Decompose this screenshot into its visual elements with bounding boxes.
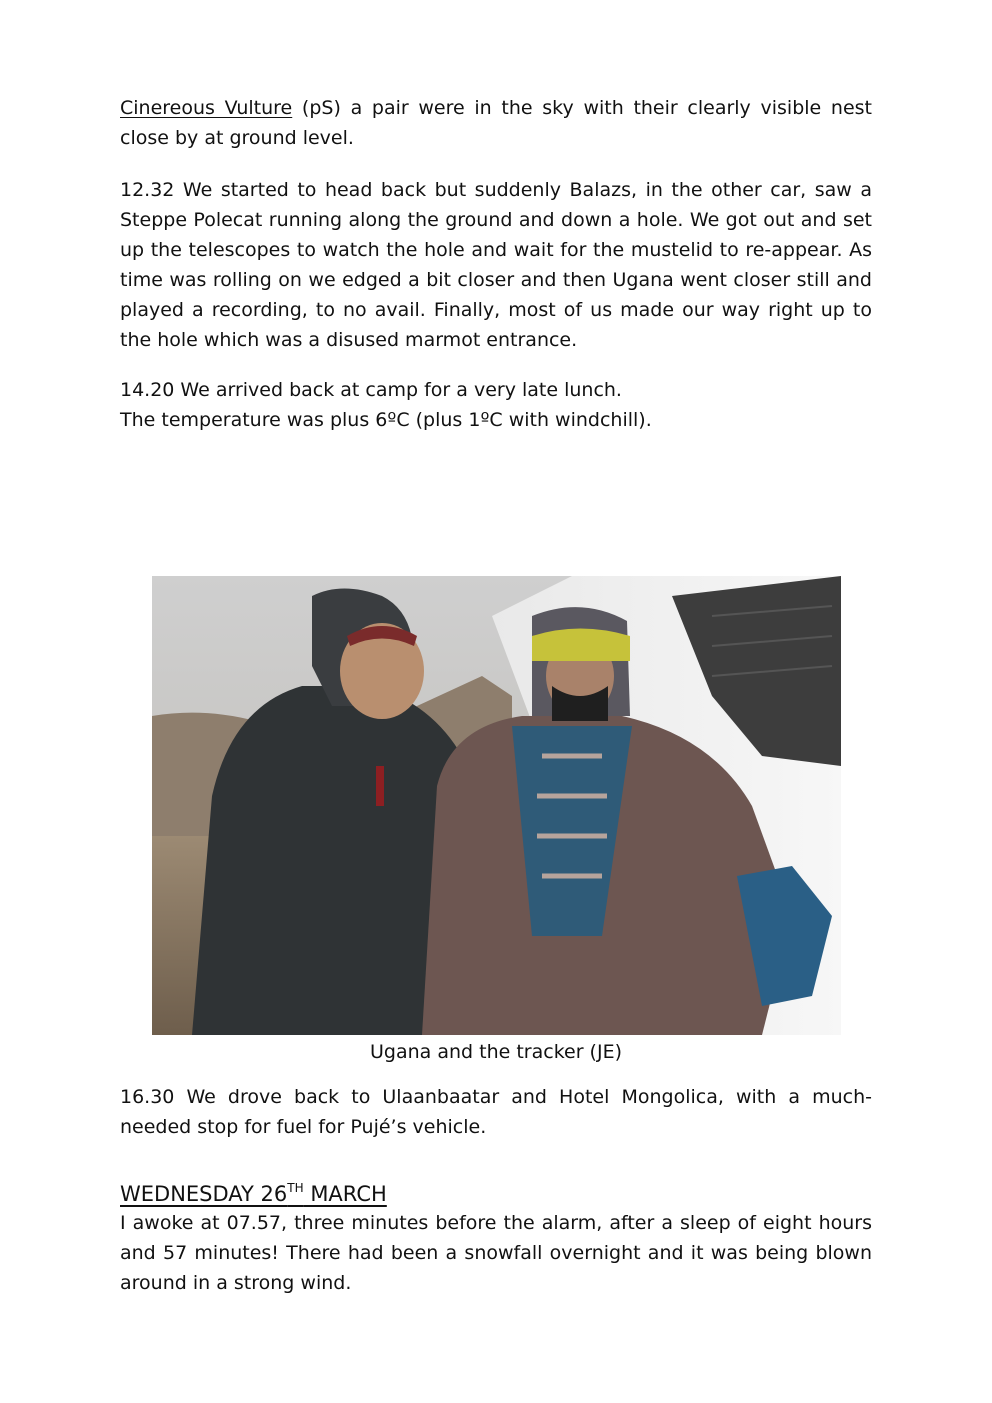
species-name: Cinereous Vulture: [120, 97, 293, 119]
paragraph-polecat: 12.32 We started to head back but suddenly Balazs, in the other car, saw a Steppe Polecat running along the ground and down a hole. We got out and set up the telescopes to watch the hole and wait for the mustelid to re-appear. As time was rolling on we edged a bit closer and then Ugana went closer still and played a recording, to no avail. Finally, most of us made our way right up to the hole which was a disused marmot entrance.: [120, 179, 872, 351]
paragraph-vulture-text: (pS) a pair were in the sky with their clearly visible nest close by at ground level.: [120, 97, 872, 149]
camp-line: 14.20 We arrived back at camp for a very late lunch.: [120, 379, 622, 401]
paragraph-drive: 16.30 We drove back to Ulaanbaatar and Hotel Mongolica, with a much-needed stop for fuel for Pujé’s vehicle.: [120, 1086, 872, 1138]
paragraph-vulture: [120, 93, 872, 153]
paragraph-wednesday: I awoke at 07.57, three minutes before the alarm, after a sleep of eight hours and 57 minutes! There had been a snowfall overnight and it was being blown around in a strong wind.: [120, 1212, 872, 1294]
photo-ugana-and-tracker: [152, 576, 841, 1035]
temperature-line: The temperature was plus 6ºC (plus 1ºC with windchill).: [120, 409, 652, 431]
day-heading-suffix: MARCH: [303, 1182, 387, 1206]
day-heading-prefix: WEDNESDAY 26: [120, 1182, 288, 1206]
photo-caption: Ugana and the tracker (JE): [370, 1041, 622, 1063]
day-heading-sup: TH: [287, 1181, 304, 1195]
day-heading: [120, 1173, 387, 1209]
paragraph-camp: [120, 375, 652, 435]
